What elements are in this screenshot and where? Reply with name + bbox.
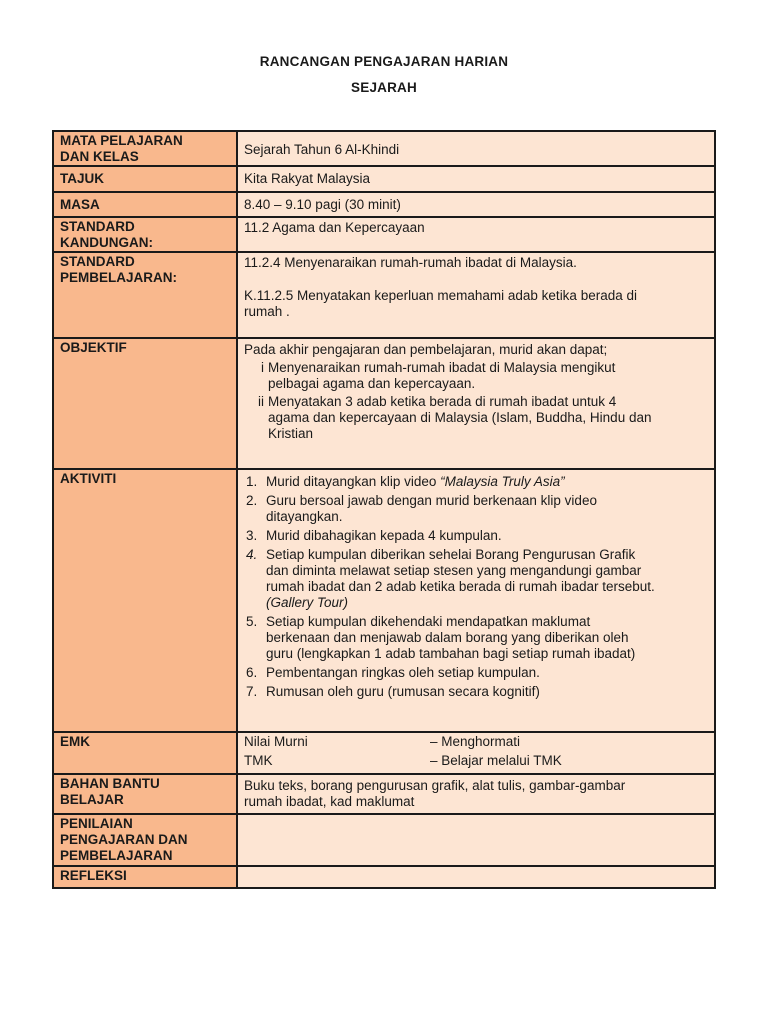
list-item: 5. Setiap kumpulan dikehendaki mendapatkan maklumat berkenaan dan menjawab dalam borang yang diberikan oleh guru (lengkapkan 1 adab tambahan bagi setiap rumah ibadat) xyxy=(246,614,636,661)
row-label-standard-pembelajaran: STANDARD PEMBELAJARAN: xyxy=(53,252,237,338)
row-value-standard-kandungan: 11.2 Agama dan Kepercayaan xyxy=(237,217,715,252)
row-label-tajuk: TAJUK xyxy=(53,166,237,192)
list-item: TMK – Belajar melalui TMK xyxy=(244,753,562,768)
table-row xyxy=(53,469,715,732)
row-label-mata-pelajaran: MATA PELAJARAN DAN KELAS xyxy=(53,131,237,166)
table-row xyxy=(53,131,715,166)
row-label-penilaian: PENILAIAN PENGAJARAN DAN PEMBELAJARAN xyxy=(53,814,237,866)
row-value-refleksi xyxy=(237,866,715,888)
page-title: RANCANGAN PENGAJARAN HARIAN xyxy=(259,54,509,69)
row-value-mata-pelajaran: Sejarah Tahun 6 Al-Khindi xyxy=(237,131,715,166)
table-row xyxy=(53,732,715,774)
list-item: 1. Murid ditayangkan klip video “Malaysia Truly Asia” xyxy=(246,474,565,489)
list-item: 4. Setiap kumpulan diberikan sehelai Borang Pengurusan Grafik dan diminta melawat setiap stesen yang mengandungi gambar rumah ibadat dan 2 adab ketika berada di rumah ibadar tersebut. (Gallery Tour) xyxy=(246,547,655,610)
list-item: 6. Pembentangan ringkas oleh setiap kumpulan. xyxy=(246,665,540,680)
row-value-aktiviti xyxy=(237,469,715,732)
row-label-emk: EMK xyxy=(53,732,237,774)
table-row xyxy=(53,166,715,192)
page-subtitle: SEJARAH xyxy=(351,80,417,95)
table-row xyxy=(53,338,715,469)
table-row xyxy=(53,774,715,814)
table-row xyxy=(53,192,715,217)
row-label-objektif: OBJEKTIF xyxy=(53,338,237,469)
list-item: 3. Murid dibahagikan kepada 4 kumpulan. xyxy=(246,528,502,543)
row-value-penilaian xyxy=(237,814,715,866)
list-item: 7. Rumusan oleh guru (rumusan secara kognitif) xyxy=(246,684,540,699)
row-label-refleksi: REFLEKSI xyxy=(53,866,237,888)
row-value-objektif xyxy=(237,338,715,469)
row-label-masa: MASA xyxy=(53,192,237,217)
row-label-bahan-bantu: BAHAN BANTU BELAJAR xyxy=(53,774,237,814)
row-value-standard-pembelajaran: 11.2.4 Menyenaraikan rumah-rumah ibadat di Malaysia. K.11.2.5 Menyatakan keperluan memahami adab ketika berada di rumah . xyxy=(237,252,715,338)
row-value-emk xyxy=(237,732,715,774)
row-label-aktiviti: AKTIVITI xyxy=(53,469,237,732)
row-value-bahan-bantu: Buku teks, borang pengurusan grafik, alat tulis, gambar-gambar rumah ibadat, kad maklumat xyxy=(237,774,715,814)
table-row xyxy=(53,252,715,338)
objektif-intro: Pada akhir pengajaran dan pembelajaran, murid akan dapat; xyxy=(244,342,608,357)
table-row xyxy=(53,814,715,866)
list-item: ii Menyatakan 3 adab ketika berada di rumah ibadat untuk 4 agama dan kepercayaan di Malaysia (Islam, Buddha, Hindu dan Kristian xyxy=(258,394,652,441)
table-row xyxy=(53,217,715,252)
list-item: i Menyenaraikan rumah-rumah ibadat di Malaysia mengikut pelbagai agama dan kepercayaan. xyxy=(261,360,616,391)
lesson-plan-table xyxy=(52,130,716,889)
table-row xyxy=(53,866,715,888)
row-value-tajuk: Kita Rakyat Malaysia xyxy=(237,166,715,192)
list-item: Nilai Murni – Menghormati xyxy=(244,734,521,749)
row-label-standard-kandungan: STANDARD KANDUNGAN: xyxy=(53,217,237,252)
row-value-masa: 8.40 – 9.10 pagi (30 minit) xyxy=(237,192,715,217)
list-item: 2. Guru bersoal jawab dengan murid berkenaan klip video ditayangkan. xyxy=(246,493,597,524)
